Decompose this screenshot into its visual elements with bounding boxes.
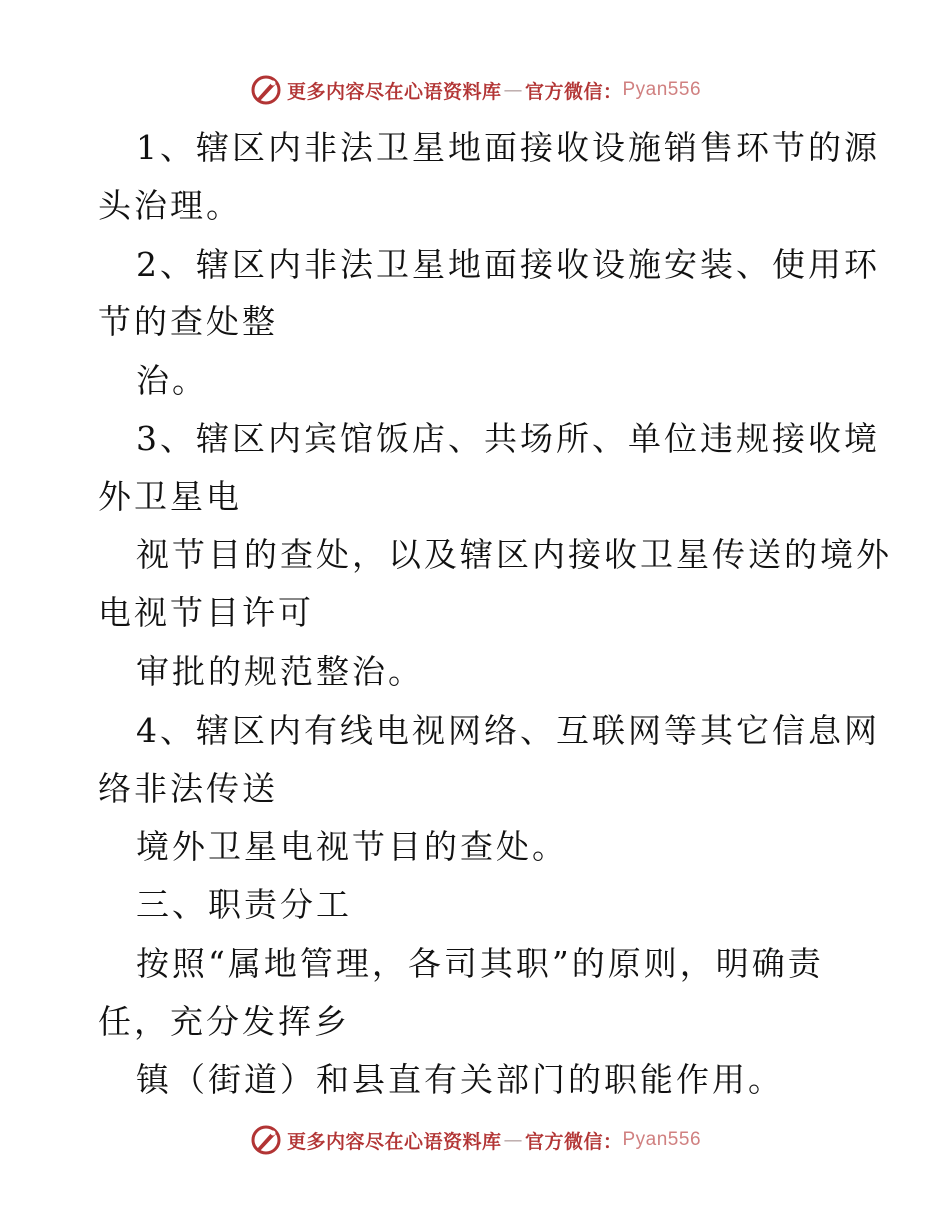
text-line: 2、辖区内非法卫星地面接收设施安装、使用环 [136, 245, 880, 284]
text-line: 节的查处整 [98, 302, 278, 341]
watermark-site-text: 更多内容尽在心语资料库 [286, 1130, 502, 1153]
watermark-header [0, 70, 950, 110]
text-line: 治。 [136, 361, 208, 400]
text-line: 视节目的查处，以及辖区内接收卫星传送的境外 [136, 535, 892, 574]
quill-pen-icon [249, 1123, 283, 1157]
text-line: 3、辖区内宾馆饭店、共场所、单位违规接收境 [136, 419, 880, 458]
watermark-wechat-label: 官方微信： [524, 1130, 623, 1153]
text-line: 镇（街道）和县直有关部门的职能作用。 [136, 1060, 784, 1099]
text-line: 4、辖区内有线电视网络、互联网等其它信息网 [136, 711, 880, 750]
text-line: 头治理。 [98, 186, 242, 225]
text-line: 外卫星电 [98, 477, 242, 516]
quill-pen-icon [249, 73, 283, 107]
watermark-footer [0, 1120, 950, 1160]
watermark-wechat-id: Pyan556 [622, 1129, 702, 1150]
text-line: 电视节目许可 [98, 593, 314, 632]
text-line: 任，充分发挥乡 [98, 1002, 350, 1041]
watermark-wechat-id: Pyan556 [622, 79, 702, 100]
watermark-dash: — [503, 1129, 523, 1151]
watermark-site-text: 更多内容尽在心语资料库 [286, 80, 502, 103]
watermark-dash: — [503, 79, 523, 101]
text-line: 1、辖区内非法卫星地面接收设施销售环节的源 [136, 128, 880, 167]
text-line: 审批的规范整治。 [136, 652, 424, 691]
text-line: 境外卫星电视节目的查处。 [136, 827, 568, 866]
watermark-wechat-label: 官方微信： [524, 80, 623, 103]
section-heading: 三、职责分工 [136, 885, 352, 924]
text-line: 按照“属地管理，各司其职”的原则，明确责 [136, 944, 824, 983]
text-line: 络非法传送 [98, 769, 278, 808]
